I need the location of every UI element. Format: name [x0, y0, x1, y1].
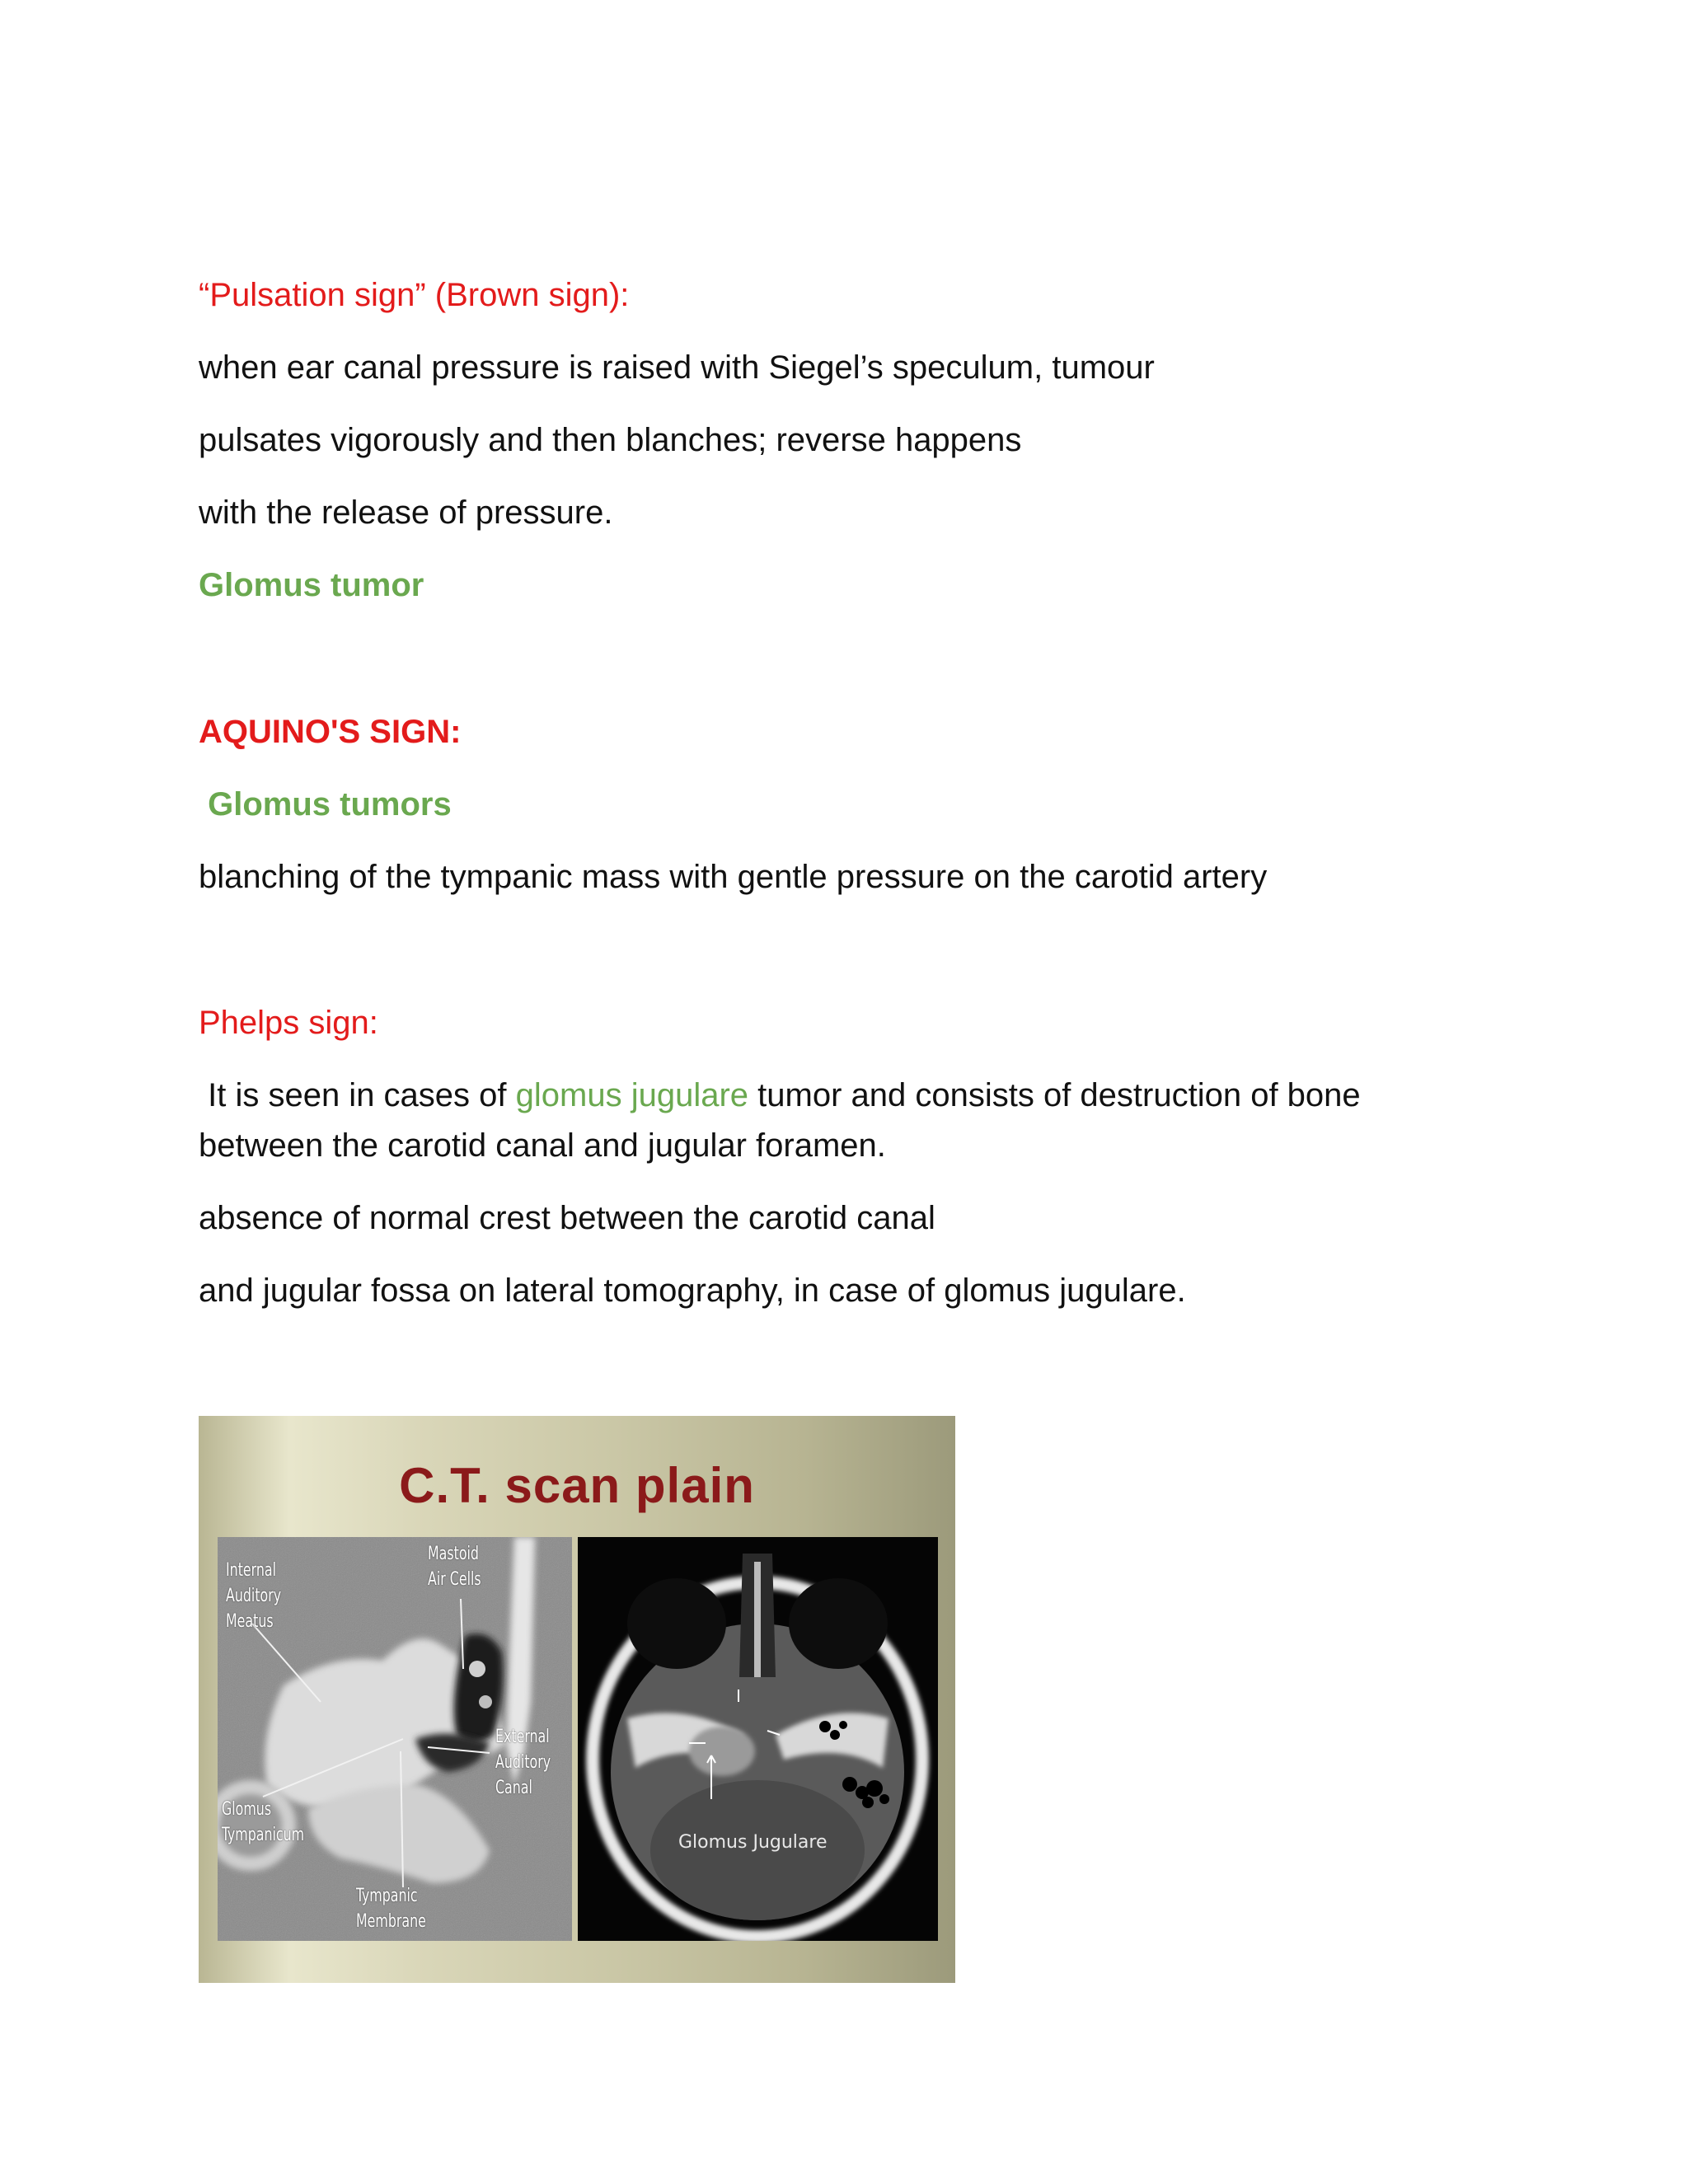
label-tympanic-membrane: Tympanic Membrane	[356, 1886, 426, 1932]
phelps-sign-heading: Phelps sign:	[199, 1005, 378, 1041]
pulsation-sign-answer: Glomus tumor	[199, 567, 424, 603]
label-mastoid-air-cells: Mastoid Air Cells	[428, 1544, 481, 1590]
pulsation-sign-text-3: with the release of pressure.	[199, 494, 613, 531]
aquino-sign-text: blanching of the tympanic mass with gentle pressure on the carotid artery	[199, 859, 1268, 895]
ct-scan-figure	[199, 1416, 955, 1983]
ct-image-skull-base	[578, 1537, 938, 1941]
phelps-sign-text-3: absence of normal crest between the carotid canal	[199, 1200, 935, 1236]
ct-image-temporal-bone	[218, 1537, 572, 1941]
skull-base-ct-drawing	[578, 1537, 938, 1941]
phelps-sign-text-2: between the carotid canal and jugular foramen.	[199, 1127, 886, 1164]
phelps-text-after: tumor and consists of destruction of bone	[748, 1077, 1361, 1113]
figure-title: C.T. scan plain	[399, 1458, 755, 1513]
phelps-sign-text-1	[199, 1076, 1361, 1115]
pulsation-sign-heading: “Pulsation sign” (Brown sign):	[199, 277, 630, 313]
glomus-jugulare-highlight: glomus jugulare	[515, 1077, 749, 1113]
phelps-text-before: It is seen in cases of	[199, 1077, 516, 1113]
label-internal-auditory-meatus: Internal Auditory Meatus	[226, 1560, 282, 1632]
aquino-sign-heading: AQUINO'S SIGN:	[199, 714, 462, 750]
label-glomus-jugulare: Glomus Jugulare	[678, 1832, 828, 1853]
label-glomus-tympanicum: Glomus Tympanicum	[222, 1799, 305, 1845]
label-external-auditory-canal: External Auditory Canal	[495, 1727, 551, 1798]
pulsation-sign-text-2: pulsates vigorously and then blanches; reverse happens	[199, 422, 1022, 458]
pulsation-sign-text-1: when ear canal pressure is raised with Siegel’s speculum, tumour	[199, 349, 1155, 386]
aquino-sign-answer: Glomus tumors	[199, 786, 452, 823]
phelps-sign-text-4: and jugular fossa on lateral tomography, in case of glomus jugulare.	[199, 1272, 1186, 1309]
